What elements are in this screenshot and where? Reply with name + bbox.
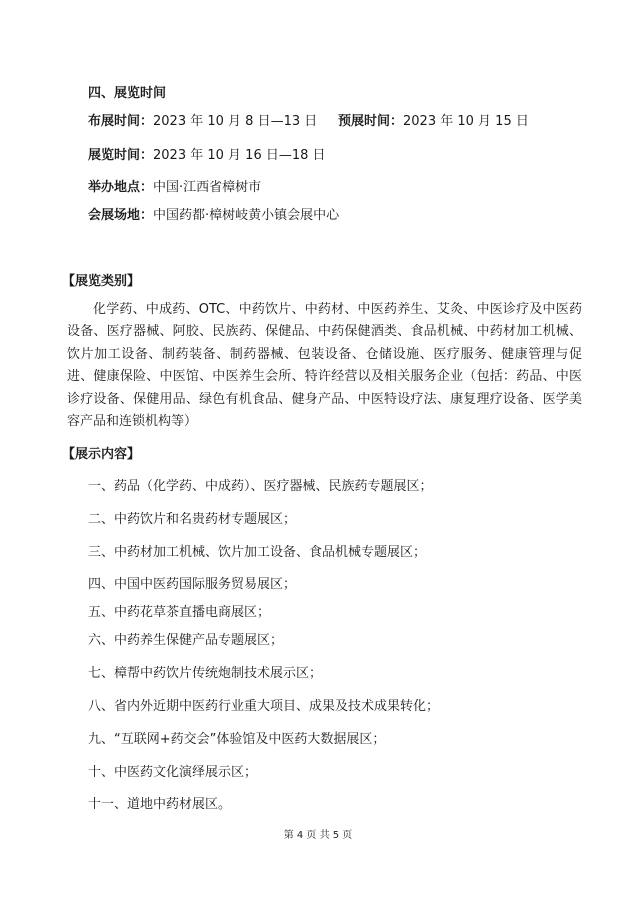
content-item: 五、中药花草茶直播电商展区； [88, 605, 271, 620]
setup-time-row [88, 114, 317, 130]
location-value: 中国·江西省樟树市 [153, 180, 262, 195]
content-item: 七、樟帮中药饮片传统炮制技术展示区； [88, 666, 323, 681]
content-item: 四、中国中医药国际服务贸易展区； [88, 577, 297, 592]
venue-value: 中国药都·樟树岐黄小镇会展中心 [153, 208, 340, 223]
exhibit-time-value: 2023 年 10 月 16 日—18 日 [153, 148, 326, 163]
page-footer: 第 4 页 共 5 页 [283, 830, 353, 841]
preview-time-value: 2023 年 10 月 15 日 [403, 114, 529, 129]
content-item: 九、“互联网+药交会”体验馆及中医药大数据展区； [88, 732, 386, 747]
preview-time-label: 预展时间： [338, 114, 404, 129]
venue-row [88, 208, 339, 224]
section-heading-schedule: 四、展览时间 [88, 86, 167, 101]
content-item: 一、药品（化学药、中成药）、医疗器械、民族药专题展区； [88, 479, 433, 494]
preview-time-row [338, 114, 529, 130]
location-row [88, 180, 261, 196]
categories-paragraph: 化学药、中成药、OTC、中药饮片、中药材、中医药养生、艾灸、中医诊疗及中医药设备、医疗器械、阿胶、民族药、保健品、中药保健酒类、食品机械、中药材加工机械、饮片加工设备、制药装备、制药器械、包装设备、仓储设施、医疗服务、健康管理与促进、健康保险、中医馆、中医养生会所、特许经营以及相关服务企业（包括：药品、中医诊疗设备、保健用品、绿色有机食品、健身产品、中医特设疗法、康复理疗设备、医学美容产品和连锁机构等） [67, 302, 582, 430]
section-heading-contents: 【展示内容】 [62, 447, 141, 462]
venue-label: 会展场地： [88, 208, 154, 223]
setup-time-label: 布展时间： [88, 114, 154, 129]
content-item: 十、中医药文化演绎展示区； [88, 765, 258, 780]
setup-time-value: 2023 年 10 月 8 日—13 日 [153, 114, 318, 129]
exhibit-time-row [88, 148, 326, 164]
content-item: 十一、道地中药材展区。 [88, 797, 232, 812]
section-heading-categories: 【展览类别】 [62, 274, 141, 289]
exhibit-time-label: 展览时间： [88, 148, 154, 163]
content-item: 二、中药饮片和名贵药材专题展区； [88, 512, 297, 527]
content-item: 八、省内外近期中医药行业重大项目、成果及技术成果转化； [88, 699, 440, 714]
location-label: 举办地点： [88, 180, 154, 195]
content-item: 六、中药养生保健产品专题展区； [88, 633, 284, 648]
content-item: 三、中药材加工机械、饮片加工设备、食品机械专题展区； [88, 545, 427, 560]
